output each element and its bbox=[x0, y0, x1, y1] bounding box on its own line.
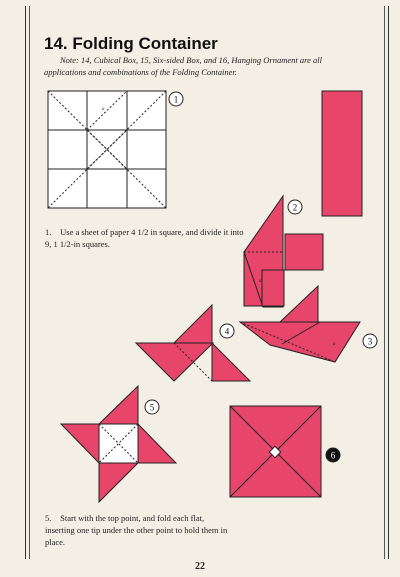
step-1-text: Use a sheet of paper 4 1/2 in square, and divide it into 9, 1 1/2-in squares. bbox=[45, 227, 244, 249]
figure-label-6: 6 bbox=[330, 450, 336, 461]
intro-note: Note: 14, Cubical Box, 15, Six-sided Box, and 16, Hanging Ornament are all applications and combinations of the Folding Container. bbox=[44, 55, 322, 77]
step-5-text: Start with the top point, and fold each flat, inserting one tip under the other point to hold them in place. bbox=[45, 513, 228, 547]
figure-label-1: 1 bbox=[173, 94, 179, 105]
figure-2 bbox=[244, 196, 323, 307]
page-title: 14. Folding Container bbox=[44, 34, 218, 53]
step-1-instruction bbox=[45, 226, 245, 250]
fold-mark-a: a bbox=[102, 107, 105, 112]
step-5-number: 5. bbox=[45, 513, 52, 523]
figure-label-3: 3 bbox=[367, 336, 373, 347]
figure-1-grid bbox=[48, 91, 166, 208]
figure-5 bbox=[61, 386, 176, 502]
figure-label-2: 2 bbox=[292, 202, 298, 213]
fold-mark-a: a bbox=[333, 342, 336, 347]
figure-6 bbox=[230, 406, 321, 497]
figure-4 bbox=[136, 305, 250, 381]
step-5-instruction bbox=[45, 512, 235, 548]
fold-mark-a: a bbox=[259, 279, 262, 284]
figure-label-4: 4 bbox=[224, 326, 230, 337]
page-number: 22 bbox=[195, 561, 205, 572]
figure-label-5: 5 bbox=[149, 402, 155, 413]
step-1-number: 1. bbox=[45, 227, 52, 237]
